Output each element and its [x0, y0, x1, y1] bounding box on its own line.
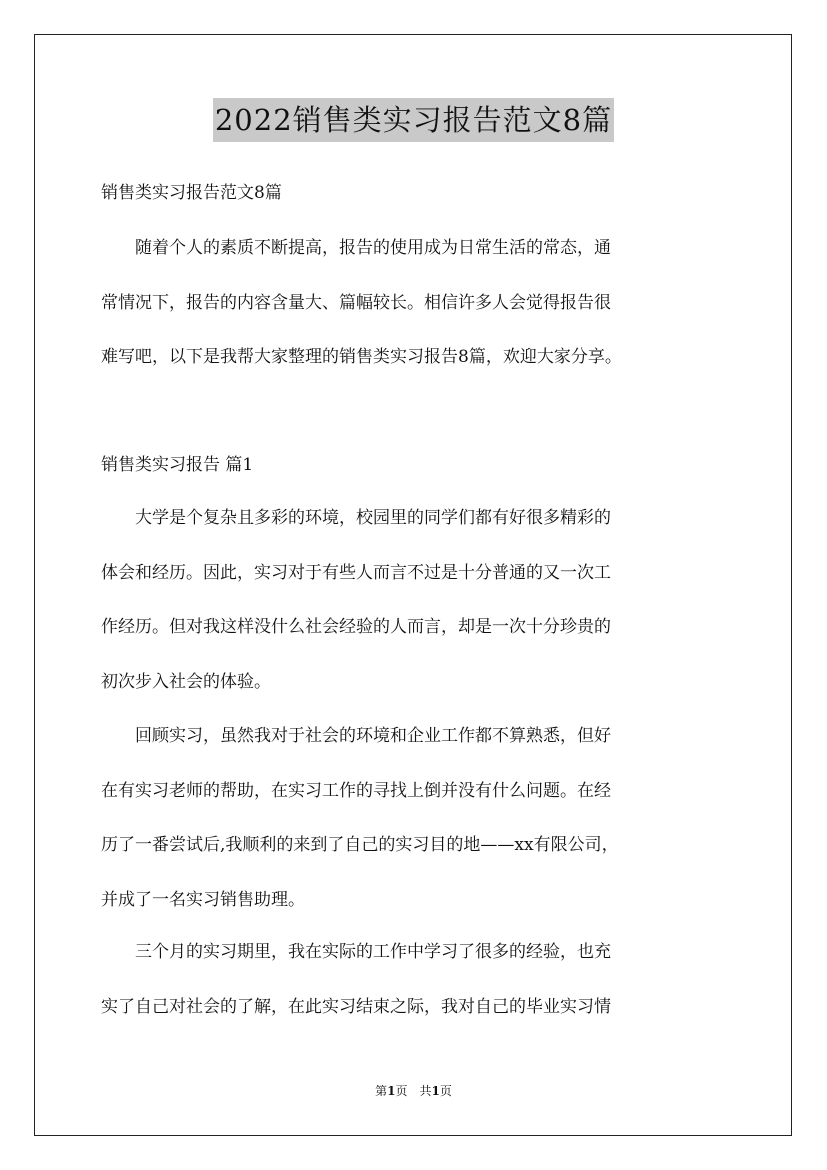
paragraph-line: 体会和经历。因此，实习对于有些人而言不过是十分普通的又一次工 [101, 562, 611, 583]
footer-page-suffix: 页 [439, 1084, 452, 1098]
section-paragraph-1 [101, 491, 726, 709]
paragraph-line: 实了自己对社会的了解，在此实习结束之际，我对自己的毕业实习情 [101, 996, 611, 1017]
footer-page-mid: 页 共 [395, 1084, 432, 1098]
paragraph-line: 在有实习老师的帮助，在实习工作的寻找上倒并没有什么问题。在经 [101, 780, 611, 801]
paragraph-line: 三个月的实习期里，我在实际的工作中学习了很多的经验，也充 [101, 942, 611, 962]
section-heading: 销售类实习报告 篇1 [101, 455, 254, 475]
document-title: 2022销售类实习报告范文8篇 [213, 98, 614, 142]
paragraph-line: 随着个人的素质不断提高，报告的使用成为日常生活的常态，通 [101, 238, 611, 258]
paragraph-line: 回顾实习，虽然我对于社会的环境和企业工作都不算熟悉，但好 [101, 726, 611, 746]
section-paragraph-3 [101, 925, 726, 1034]
page-footer [0, 1082, 827, 1099]
section-paragraph-2 [101, 709, 726, 927]
footer-page-prefix: 第 [375, 1084, 388, 1098]
footer-page-total: 1 [431, 1084, 440, 1098]
paragraph-line: 作经历。但对我这样没什么社会经验的人而言，却是一次十分珍贵的 [101, 617, 611, 637]
intro-paragraph [101, 221, 726, 385]
paragraph-line: 难写吧，以下是我帮大家整理的销售类实习报告8篇，欢迎大家分享。 [101, 347, 622, 367]
document-subtitle: 销售类实习报告范文8篇 [101, 183, 282, 203]
paragraph-line: 历了一番尝试后,我顺利的来到了自己的实习目的地——xx有限公司， [101, 835, 619, 855]
paragraph-line: 初次步入社会的体验。 [101, 671, 271, 692]
paragraph-line: 并成了一名实习销售助理。 [101, 889, 305, 910]
footer-page-current: 1 [387, 1084, 396, 1098]
title-wrap [0, 98, 827, 142]
paragraph-line: 常情况下，报告的内容含量大、篇幅较长。相信许多人会觉得报告很 [101, 292, 611, 313]
paragraph-line: 大学是个复杂且多彩的环境，校园里的同学们都有好很多精彩的 [101, 508, 611, 528]
